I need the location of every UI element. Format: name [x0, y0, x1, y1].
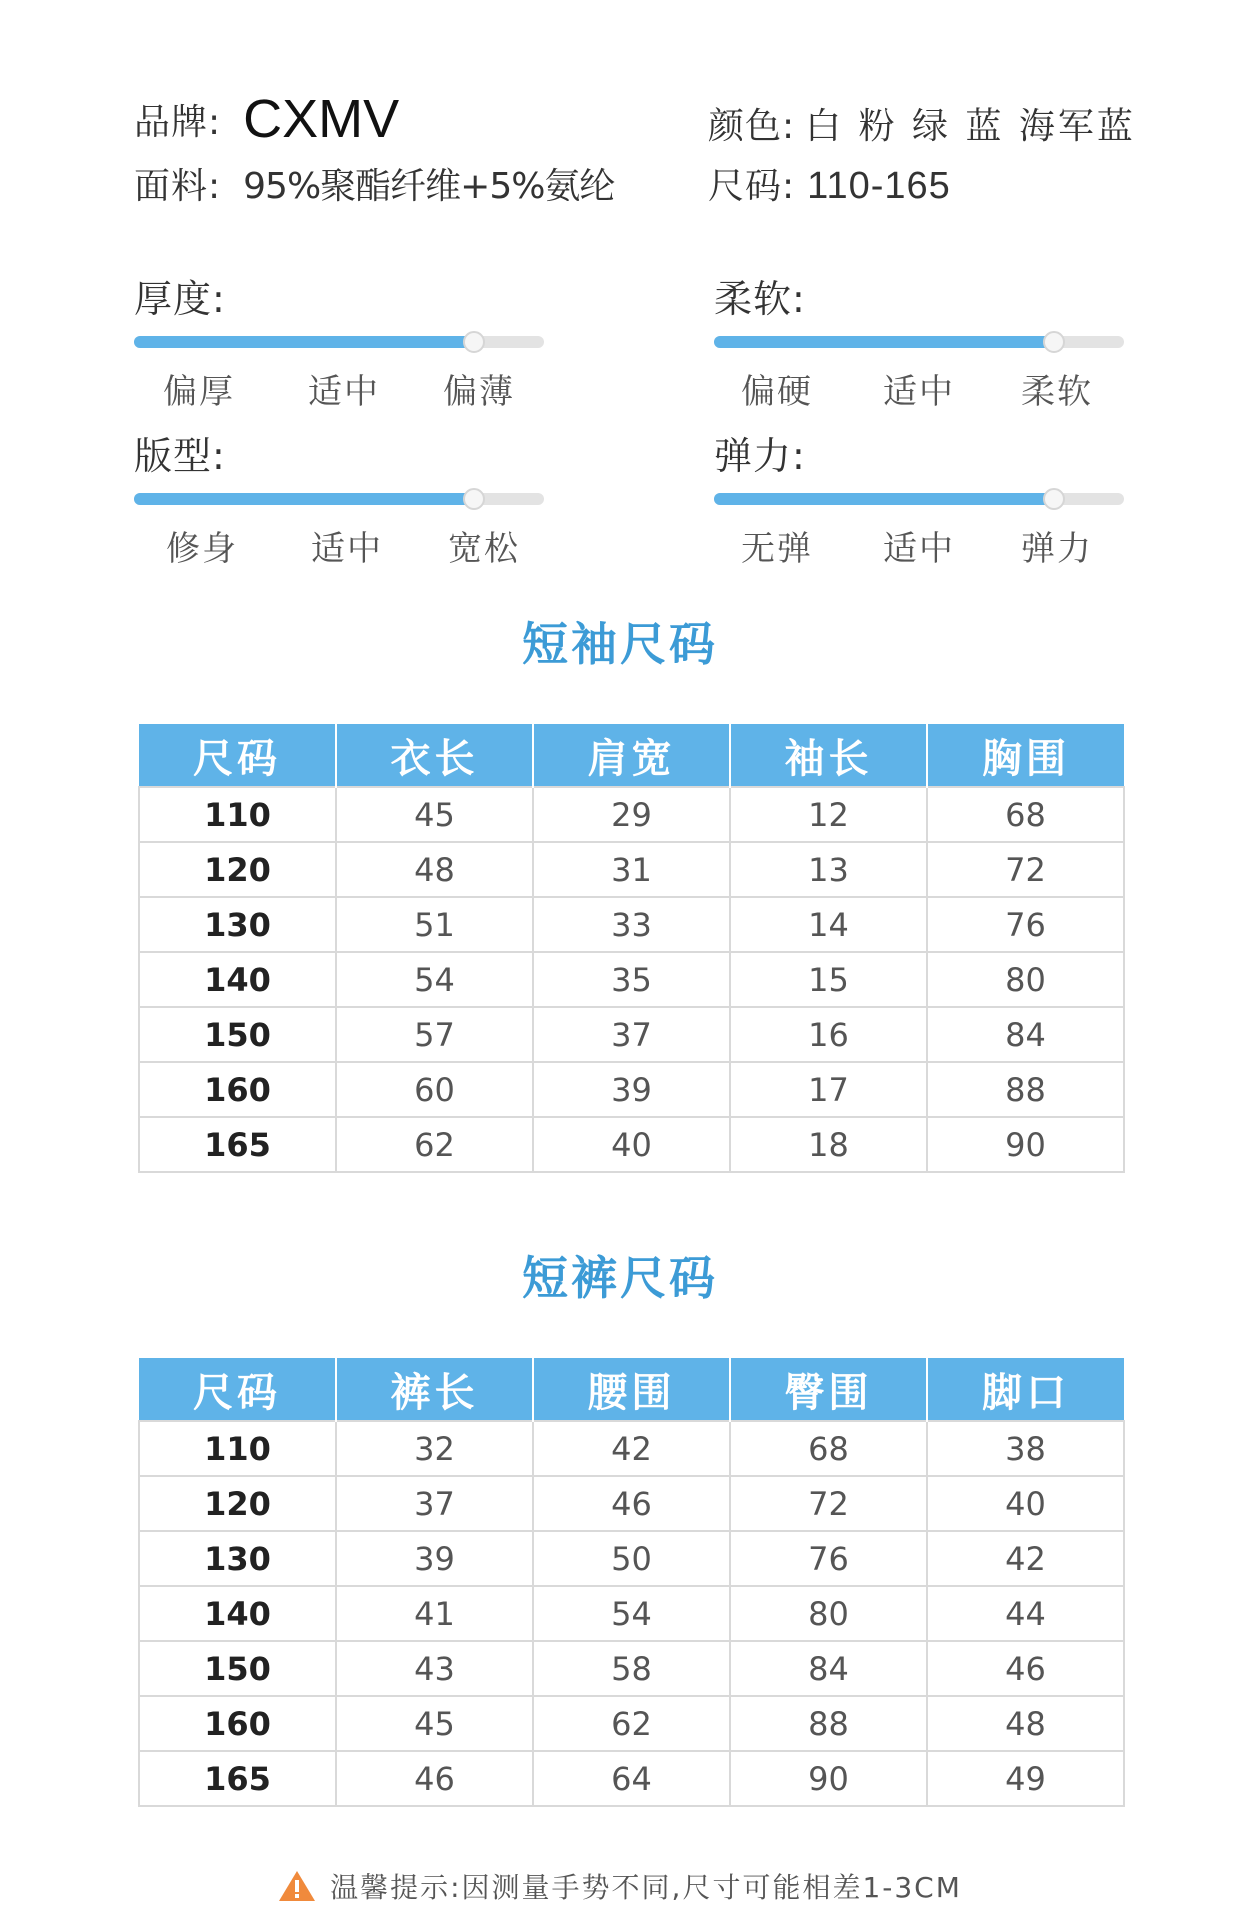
measurement-cell: 39 — [533, 1062, 730, 1117]
table-row — [139, 787, 1124, 842]
shirt-size-table — [138, 724, 1125, 1173]
softness-track — [714, 336, 1124, 348]
measurement-cell: 76 — [927, 897, 1124, 952]
measurement-cell: 40 — [927, 1476, 1124, 1531]
fabric-row — [134, 158, 614, 209]
measurement-cell: 37 — [533, 1007, 730, 1062]
measurement-cell: 50 — [533, 1531, 730, 1586]
measurement-cell: 42 — [533, 1421, 730, 1476]
column-header: 尺码 — [139, 1358, 336, 1421]
measurement-cell: 33 — [533, 897, 730, 952]
measurement-cell: 54 — [533, 1586, 730, 1641]
measurement-cell: 45 — [336, 1696, 533, 1751]
size-cell: 130 — [139, 1531, 336, 1586]
column-header: 衣长 — [336, 724, 533, 787]
fit-scale — [134, 425, 544, 571]
measurement-cell: 48 — [336, 842, 533, 897]
measurement-cell: 45 — [336, 787, 533, 842]
elasticity-track — [714, 493, 1124, 505]
table-row — [139, 1751, 1124, 1806]
shorts-table-title: 短裤尺码 — [522, 1251, 718, 1305]
elasticity-tick-3: 弹力 — [1021, 529, 1093, 569]
elasticity-fill — [714, 493, 1054, 505]
size-cell: 120 — [139, 1476, 336, 1531]
measurement-cell: 17 — [730, 1062, 927, 1117]
softness-scale — [714, 268, 1124, 414]
size-cell: 165 — [139, 1117, 336, 1172]
measurement-cell: 46 — [927, 1641, 1124, 1696]
column-header: 胸围 — [927, 724, 1124, 787]
fit-title: 版型: — [134, 434, 226, 478]
measurement-cell: 46 — [533, 1476, 730, 1531]
measurement-cell: 16 — [730, 1007, 927, 1062]
column-header: 腰围 — [533, 1358, 730, 1421]
measurement-cell: 40 — [533, 1117, 730, 1172]
measurement-cell: 29 — [533, 787, 730, 842]
fit-tick-3: 宽松 — [448, 529, 520, 569]
size-value: 110-165 — [807, 165, 951, 207]
warning-icon — [278, 1869, 316, 1910]
size-row — [708, 158, 951, 209]
table-row — [139, 1476, 1124, 1531]
table-row — [139, 1696, 1124, 1751]
measurement-cell: 62 — [533, 1696, 730, 1751]
size-cell: 165 — [139, 1751, 336, 1806]
table-row — [139, 952, 1124, 1007]
measurement-cell: 12 — [730, 787, 927, 842]
measurement-cell: 84 — [927, 1007, 1124, 1062]
measurement-cell: 43 — [336, 1641, 533, 1696]
size-label: 尺码: — [708, 166, 796, 207]
thickness-tick-2: 适中 — [308, 372, 380, 412]
thickness-scale — [134, 268, 544, 414]
measurement-cell: 51 — [336, 897, 533, 952]
measurement-cell: 48 — [927, 1696, 1124, 1751]
table-row — [139, 1421, 1124, 1476]
column-header: 肩宽 — [533, 724, 730, 787]
thickness-tick-3: 偏薄 — [443, 372, 515, 412]
thickness-ticks — [134, 364, 544, 414]
thickness-knob — [463, 331, 485, 353]
measurement-cell: 49 — [927, 1751, 1124, 1806]
brand-label: 品牌: — [134, 102, 222, 143]
size-cell: 110 — [139, 787, 336, 842]
measurement-cell: 88 — [730, 1696, 927, 1751]
color-row — [708, 98, 1136, 149]
fabric-value: 95%聚酯纤维+5%氨纶 — [243, 166, 615, 207]
softness-ticks — [714, 364, 1124, 414]
measurement-cell: 62 — [336, 1117, 533, 1172]
measurement-cell: 58 — [533, 1641, 730, 1696]
thickness-track — [134, 336, 544, 348]
size-cell: 110 — [139, 1421, 336, 1476]
fit-tick-2: 适中 — [311, 529, 383, 569]
color-value: 白 粉 绿 蓝 海军蓝 — [805, 106, 1136, 147]
table-row — [139, 1586, 1124, 1641]
thickness-fill — [134, 336, 474, 348]
shorts-size-table — [138, 1358, 1125, 1807]
fit-tick-1: 修身 — [166, 529, 238, 569]
table-row — [139, 1531, 1124, 1586]
table-header-row — [139, 724, 1124, 787]
measurement-cell: 14 — [730, 897, 927, 952]
thickness-title: 厚度: — [134, 277, 226, 321]
measurement-cell: 38 — [927, 1421, 1124, 1476]
size-cell: 130 — [139, 897, 336, 952]
measurement-cell: 57 — [336, 1007, 533, 1062]
measurement-cell: 41 — [336, 1586, 533, 1641]
column-header: 袖长 — [730, 724, 927, 787]
measurement-cell: 37 — [336, 1476, 533, 1531]
table-row — [139, 842, 1124, 897]
measurement-cell: 68 — [730, 1421, 927, 1476]
measurement-cell: 64 — [533, 1751, 730, 1806]
size-cell: 140 — [139, 952, 336, 1007]
measurement-cell: 90 — [927, 1117, 1124, 1172]
softness-tick-3: 柔软 — [1021, 372, 1093, 412]
measurement-cell: 13 — [730, 842, 927, 897]
measurement-cell: 80 — [927, 952, 1124, 1007]
measurement-cell: 44 — [927, 1586, 1124, 1641]
measurement-cell: 72 — [730, 1476, 927, 1531]
fit-track — [134, 493, 544, 505]
table-row — [139, 1007, 1124, 1062]
elasticity-knob — [1043, 488, 1065, 510]
brand-row — [134, 88, 399, 150]
table-row — [139, 1641, 1124, 1696]
measurement-cell: 88 — [927, 1062, 1124, 1117]
table-row — [139, 1062, 1124, 1117]
shirt-table-title: 短袖尺码 — [522, 617, 718, 671]
column-header: 尺码 — [139, 724, 336, 787]
column-header: 脚口 — [927, 1358, 1124, 1421]
measurement-cell: 35 — [533, 952, 730, 1007]
fit-knob — [463, 488, 485, 510]
softness-fill — [714, 336, 1054, 348]
measurement-cell: 80 — [730, 1586, 927, 1641]
measurement-cell: 15 — [730, 952, 927, 1007]
measurement-cell: 60 — [336, 1062, 533, 1117]
measurement-cell: 54 — [336, 952, 533, 1007]
table-header-row — [139, 1358, 1124, 1421]
measurement-cell: 72 — [927, 842, 1124, 897]
brand-value: CXMV — [243, 89, 400, 149]
measurement-cell: 32 — [336, 1421, 533, 1476]
color-label: 颜色: — [708, 106, 796, 147]
measurement-cell: 68 — [927, 787, 1124, 842]
measurement-cell: 42 — [927, 1531, 1124, 1586]
measurement-cell: 84 — [730, 1641, 927, 1696]
measurement-cell: 31 — [533, 842, 730, 897]
softness-title: 柔软: — [714, 277, 806, 321]
size-cell: 150 — [139, 1007, 336, 1062]
measurement-cell: 18 — [730, 1117, 927, 1172]
elasticity-scale — [714, 425, 1124, 571]
size-cell: 120 — [139, 842, 336, 897]
size-cell: 160 — [139, 1696, 336, 1751]
footer-note — [0, 1866, 1240, 1910]
softness-tick-2: 适中 — [883, 372, 955, 412]
column-header: 臀围 — [730, 1358, 927, 1421]
elasticity-title: 弹力: — [714, 434, 806, 478]
softness-knob — [1043, 331, 1065, 353]
elasticity-tick-2: 适中 — [883, 529, 955, 569]
size-cell: 140 — [139, 1586, 336, 1641]
measurement-cell: 76 — [730, 1531, 927, 1586]
footer-note-text: 温馨提示:因测量手势不同,尺寸可能相差1-3CM — [330, 1871, 962, 1904]
softness-tick-1: 偏硬 — [741, 372, 813, 412]
column-header: 裤长 — [336, 1358, 533, 1421]
fit-ticks — [134, 521, 544, 571]
table-row — [139, 897, 1124, 952]
size-cell: 160 — [139, 1062, 336, 1117]
table-row — [139, 1117, 1124, 1172]
elasticity-tick-1: 无弹 — [741, 529, 813, 569]
measurement-cell: 39 — [336, 1531, 533, 1586]
measurement-cell: 46 — [336, 1751, 533, 1806]
fit-fill — [134, 493, 474, 505]
thickness-tick-1: 偏厚 — [163, 372, 235, 412]
fabric-label: 面料: — [134, 166, 222, 207]
size-cell: 150 — [139, 1641, 336, 1696]
elasticity-ticks — [714, 521, 1124, 571]
measurement-cell: 90 — [730, 1751, 927, 1806]
